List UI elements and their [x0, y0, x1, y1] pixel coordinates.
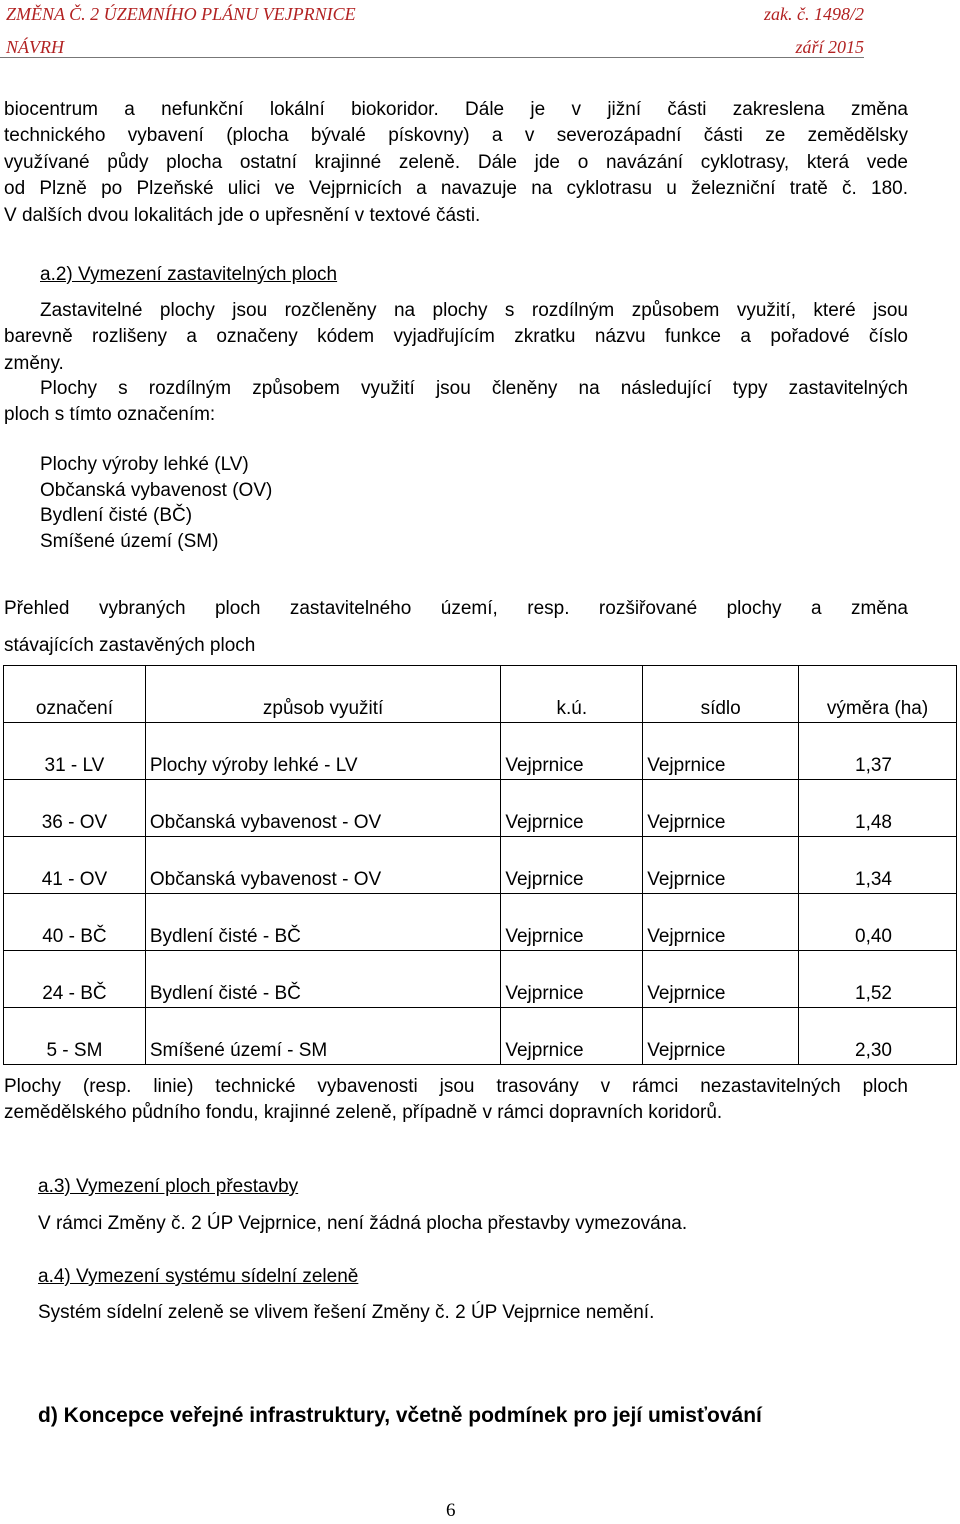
table-header-row [4, 666, 957, 723]
table-cell: Vejprnice [643, 1008, 799, 1065]
document-title: ZMĚNA Č. 2 ÚZEMNÍHO PLÁNU VEJPRNICE [6, 4, 356, 24]
table-header: způsob využití [145, 666, 500, 723]
table-cell: 41 - OV [4, 837, 146, 894]
table-cell: Vejprnice [501, 894, 643, 951]
table-cell: Vejprnice [501, 837, 643, 894]
table-cell: 1,48 [799, 780, 957, 837]
zone-types-list [40, 452, 272, 554]
section-a3-text: V rámci Změny č. 2 ÚP Vejprnice, není žádná plocha přestavby vymezována. [38, 1213, 688, 1234]
section-a2-heading [4, 262, 908, 288]
table-header: výměra (ha) [799, 666, 957, 723]
section-a2-paragraph-1 [4, 298, 908, 377]
table-row [4, 951, 957, 1008]
text-line: V dalších dvou lokalitách jde o upřesnění v textové části. [4, 204, 481, 226]
text-line: zemědělského půdního fondu, krajinné zeleně, případně v rámci dopravních koridorů. [4, 1102, 723, 1124]
table-cell: Občanská vybavenost - OV [145, 837, 500, 894]
section-a4-heading: a.4) Vymezení systému sídelní zeleně [38, 1266, 359, 1287]
table-cell: Vejprnice [643, 723, 799, 780]
document-reference: zak. č. 1498/2 [764, 4, 864, 24]
list-item: Občanská vybavenost (OV) [40, 479, 273, 501]
table-cell: Vejprnice [501, 723, 643, 780]
section-d-heading: d) Koncepce veřejné infrastruktury, včetně podmínek pro její umisťování [38, 1404, 762, 1427]
text-line: ploch s tímto označením: [4, 404, 216, 426]
text-line: stávajících zastavěných ploch [4, 635, 256, 656]
document-status: NÁVRH [6, 37, 64, 57]
table-cell: Vejprnice [643, 837, 799, 894]
table-cell: 24 - BČ [4, 951, 146, 1008]
table-row [4, 723, 957, 780]
text-line: Zastavitelné plochy jsou rozčleněny na plochy s rozdílným způsobem využití, které jsou [40, 300, 908, 321]
table-cell: Bydlení čisté - BČ [145, 951, 500, 1008]
table-cell: Občanská vybavenost - OV [145, 780, 500, 837]
intro-paragraph [4, 97, 908, 229]
text-line: Plochy (resp. linie) technické vybavenosti jsou trasovány v rámci nezastavitelných ploch [4, 1076, 908, 1097]
table-cell: 5 - SM [4, 1008, 146, 1065]
table-cell: 1,52 [799, 951, 957, 1008]
table-cell: 1,34 [799, 837, 957, 894]
table-cell: 2,30 [799, 1008, 957, 1065]
table-row [4, 780, 957, 837]
table-cell: Vejprnice [643, 951, 799, 1008]
table-cell: 36 - OV [4, 780, 146, 837]
section-a4-text: Systém sídelní zeleně se vlivem řešení Změny č. 2 ÚP Vejprnice nemění. [38, 1302, 655, 1323]
table-header: označení [4, 666, 146, 723]
table-cell: 40 - BČ [4, 894, 146, 951]
header-row-1 [6, 4, 864, 28]
header-divider [0, 57, 864, 58]
list-item: Plochy výroby lehké (LV) [40, 454, 249, 475]
list-item: Smíšené území (SM) [40, 530, 219, 552]
list-item: Bydlení čisté (BČ) [40, 505, 193, 526]
document-date: září 2015 [795, 37, 864, 57]
page-number: 6 [446, 1500, 456, 1521]
table-cell: 31 - LV [4, 723, 146, 780]
table-cell: Vejprnice [501, 951, 643, 1008]
table-header: k.ú. [501, 666, 643, 723]
table-cell: 0,40 [799, 894, 957, 951]
table-row [4, 894, 957, 951]
section-a2-paragraph-2 [4, 376, 908, 429]
table-cell: Vejprnice [501, 1008, 643, 1065]
table-cell: Bydlení čisté - BČ [145, 894, 500, 951]
technical-infrastructure-paragraph [4, 1074, 908, 1127]
table-cell: Smíšené území - SM [145, 1008, 500, 1065]
table-cell: Vejprnice [501, 780, 643, 837]
zones-table [3, 665, 957, 1065]
table-cell: Vejprnice [643, 780, 799, 837]
section-heading: a.2) Vymezení zastavitelných ploch [40, 264, 338, 285]
text-line: Plochy s rozdílným způsobem využití jsou členěny na následující typy zastavitelných [40, 378, 908, 399]
table-row [4, 1008, 957, 1065]
text-line: Přehled vybraných ploch zastavitelného území, resp. rozšiřované plochy a změna [4, 598, 908, 619]
table-cell: 1,37 [799, 723, 957, 780]
text-line: technického vybavení (plocha bývalé pískovny) a v severozápadní části ze zemědělsky [4, 125, 908, 147]
overview-paragraph [4, 590, 908, 664]
text-line: barevně rozlišeny a označeny kódem vyjadřujícím zkratku názvu funkce a pořadové číslo [4, 326, 908, 348]
section-a3-heading: a.3) Vymezení ploch přestavby [38, 1176, 299, 1197]
table-cell: Plochy výroby lehké - LV [145, 723, 500, 780]
table-row [4, 837, 957, 894]
text-line: biocentrum a nefunkční lokální biokoridor. Dále je v jižní části zakreslena změna [4, 99, 908, 120]
table-cell: Vejprnice [643, 894, 799, 951]
text-line: změny. [4, 352, 64, 374]
text-line: od Plzně po Plzeňské ulici ve Vejprnicích a navazuje na cyklotrasu u železniční tratě č. 180. [4, 178, 908, 200]
table-header: sídlo [643, 666, 799, 723]
text-line: využívané půdy plocha ostatní krajinné zeleně. Dále jde o navázání cyklotrasy, která vede [4, 151, 908, 173]
